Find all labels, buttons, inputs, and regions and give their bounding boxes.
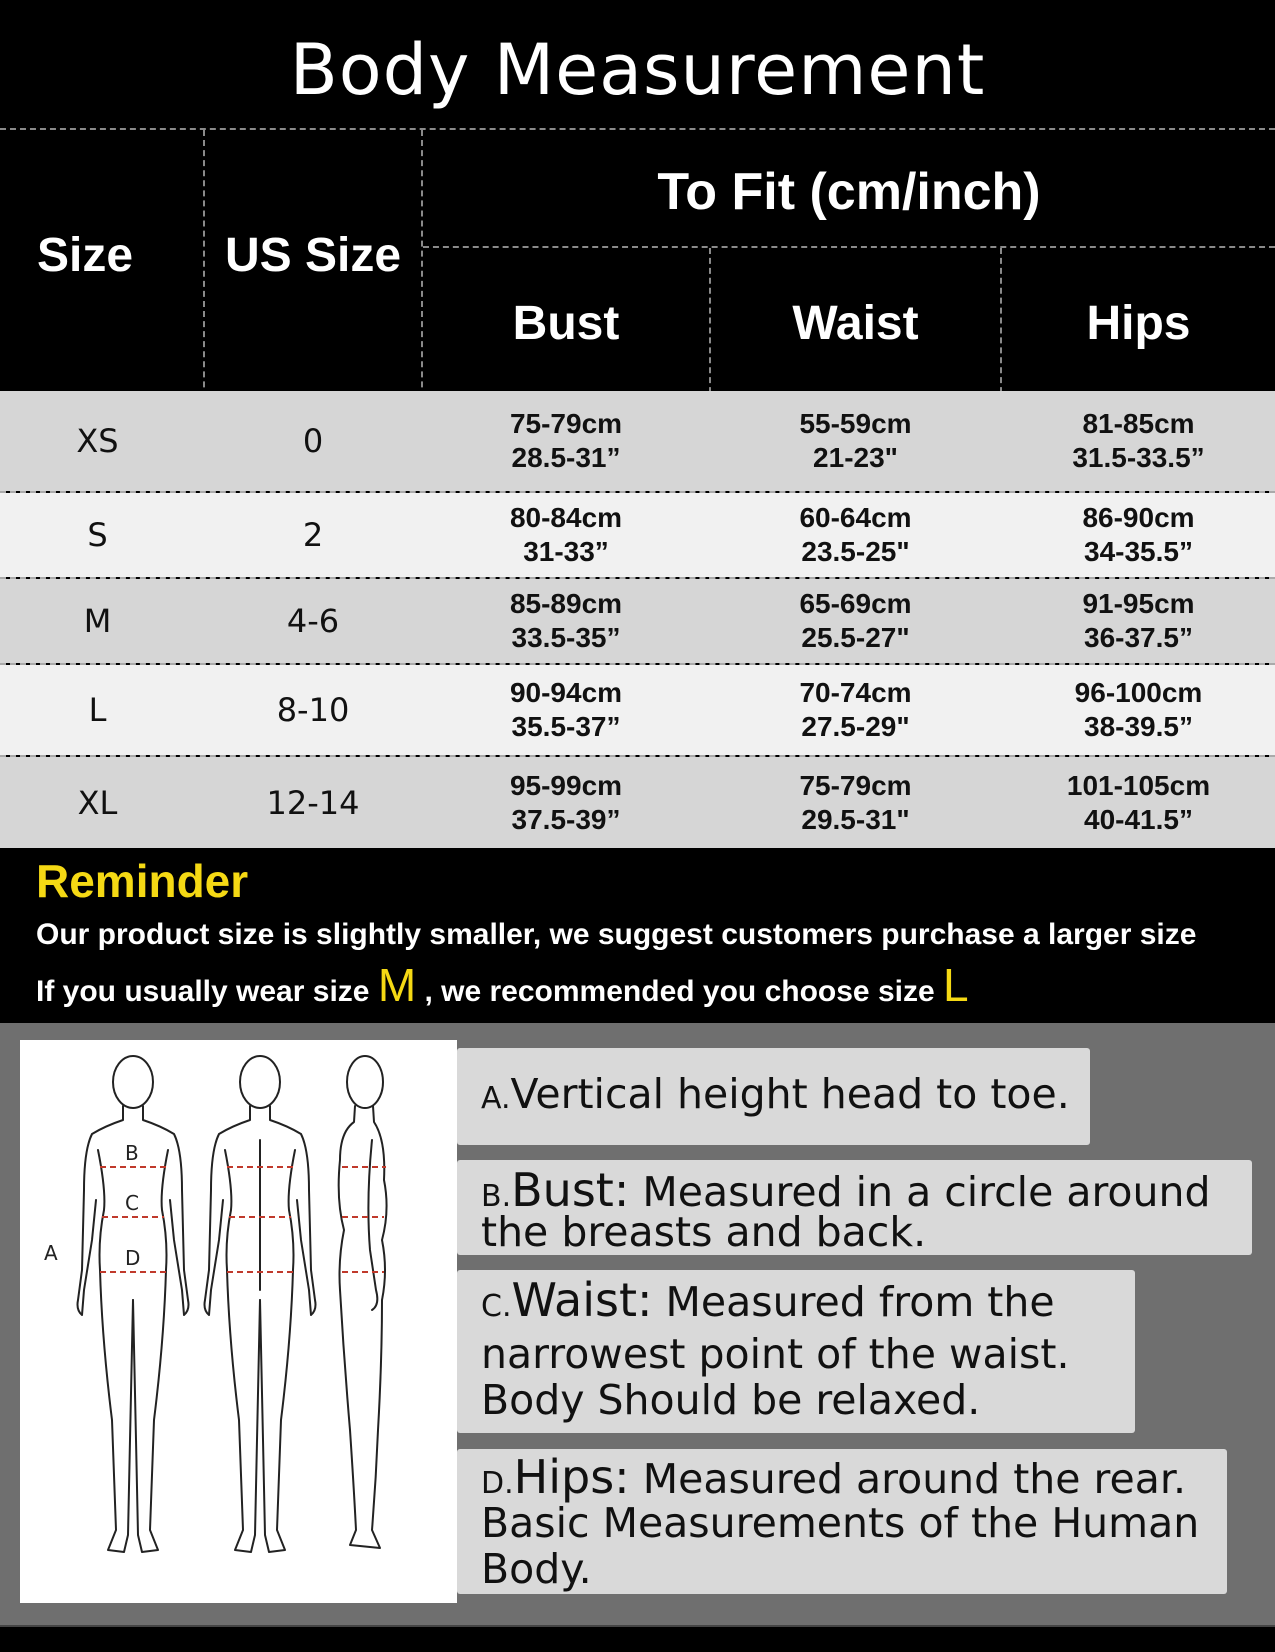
description-b-text-1: Measured in a circle around [629,1168,1211,1216]
header-hips: Hips [1086,297,1191,350]
waist-cm: 65-69cm [799,588,912,619]
cell-us-size: 4-6 [286,602,340,640]
reminder-line-2-mid: , we recommended you choose size [424,975,935,1008]
bust-cm: 90-94cm [509,677,623,708]
reminder-title: Reminder [36,855,249,907]
to-fit-rule [423,246,1275,248]
waist-cm: 75-79cm [799,769,912,801]
header-us-size: US Size [224,229,402,282]
cell-hips [1002,391,1275,491]
cell-hips [1002,665,1275,755]
cell-us-size: 2 [302,516,324,554]
description-d-text-1: Measured around the rear. [629,1455,1186,1503]
description-b [457,1160,1252,1255]
cell-bust [423,579,709,663]
bust-inch: 28.5-31” [511,442,621,473]
header-waist: Waist [792,297,919,350]
description-c-line-1 [481,1273,1055,1329]
table-row [0,391,1275,491]
header-size: Size [36,229,134,282]
cell-us-size: 8-10 [276,691,350,729]
label-d: D [125,1246,141,1270]
cell-hips [1002,579,1275,663]
bust-cm: 80-84cm [509,502,623,533]
description-c-line-3: Body Should be relaxed. [481,1376,981,1424]
description-a [457,1048,1090,1145]
cell-bust [423,757,709,848]
hips-inch: 40-41.5” [1084,803,1193,835]
hips-cm: 86-90cm [1082,502,1195,533]
hips-cm: 91-95cm [1082,588,1195,619]
cell-waist [711,579,1000,663]
cell-us-size: 0 [302,422,324,460]
waist-inch: 25.5-27" [801,622,910,653]
cell-size: S [87,516,108,554]
footer-bar [0,1625,1275,1652]
header-top-rule [0,128,1275,130]
back-figure [205,1056,316,1552]
reminder-section [0,848,1275,1023]
bust-cm: 75-79cm [509,408,623,439]
hips-cm: 81-85cm [1082,408,1195,439]
cell-waist [711,493,1000,577]
cell-size: XS [76,422,119,460]
bust-cm: 95-99cm [509,769,623,801]
waist-cm: 55-59cm [799,408,912,439]
header-to-fit: To Fit (cm/inch) [657,163,1041,221]
page-title: Body Measurement [289,29,986,111]
bust-inch: 33.5-35” [511,622,621,653]
description-d-line-2: Basic Measurements of the Human [481,1499,1200,1547]
table-row [0,665,1275,755]
waist-cm: 60-64cm [799,502,912,533]
bust-inch: 31-33” [523,536,609,567]
cell-bust [423,493,709,577]
cell-size: XL [77,783,118,822]
description-c-text-1: Measured from the [652,1278,1055,1326]
bust-term: Bust: [511,1163,630,1217]
description-a-body: Vertical height head to toe. [510,1070,1070,1118]
letter-d: D. [481,1466,514,1501]
bust-cm: 85-89cm [509,588,623,619]
waist-inch: 27.5-29" [801,711,910,742]
header-bust: Bust [512,297,620,350]
cell-bust [423,665,709,755]
cell-waist [711,757,1000,848]
bust-inch: 37.5-39” [511,803,621,835]
cell-waist [711,665,1000,755]
table-row [0,493,1275,577]
waist-term: Waist: [511,1273,653,1327]
description-d-line-3: Body. [481,1545,592,1593]
hips-cm: 96-100cm [1074,677,1203,708]
cell-hips [1002,493,1275,577]
cell-bust [423,391,709,491]
label-a: A [44,1241,58,1265]
body-outline-illustration [20,1040,457,1603]
letter-c: C. [481,1289,512,1324]
description-c-line-2: narrowest point of the waist. [481,1330,1070,1378]
front-figure [78,1056,189,1552]
body-figure-panel [20,1040,457,1603]
letter-a: A. [481,1081,511,1116]
label-b: B [125,1141,139,1165]
bust-inch: 35.5-37” [511,711,621,742]
reminder-line-1: Our product size is slightly smaller, we suggest customers purchase a larger size [36,918,1197,951]
description-c [457,1270,1135,1433]
hips-term: Hips: [513,1450,630,1504]
label-c: C [125,1191,139,1215]
cell-size: L [88,691,107,729]
cell-hips [1002,757,1275,848]
hips-inch: 36-37.5” [1084,622,1193,653]
page-title-bar [0,0,1275,128]
hips-cm: 101-105cm [1066,769,1211,801]
waist-cm: 70-74cm [799,677,912,708]
cell-waist [711,391,1000,491]
letter-b: B. [481,1179,512,1214]
reminder-size-m: M [377,959,417,1011]
hips-inch: 38-39.5” [1084,711,1193,742]
reminder-line-2-start: If you usually wear size [36,975,370,1008]
hips-inch: 34-35.5” [1084,536,1193,567]
waist-inch: 29.5-31" [801,803,910,835]
waist-inch: 23.5-25" [801,536,910,567]
table-row [0,757,1275,848]
description-a-text [481,1072,1070,1121]
table-row [0,579,1275,663]
waist-inch: 21-23" [813,442,898,473]
hips-inch: 31.5-33.5” [1072,442,1205,473]
description-b-line-2: the breasts and back. [481,1208,927,1256]
reminder-line-2 [36,958,969,1012]
side-figure [339,1056,387,1548]
cell-size: M [83,602,112,640]
description-d [457,1449,1227,1594]
cell-us-size: 12-14 [266,783,360,822]
reminder-size-l: L [943,959,969,1011]
